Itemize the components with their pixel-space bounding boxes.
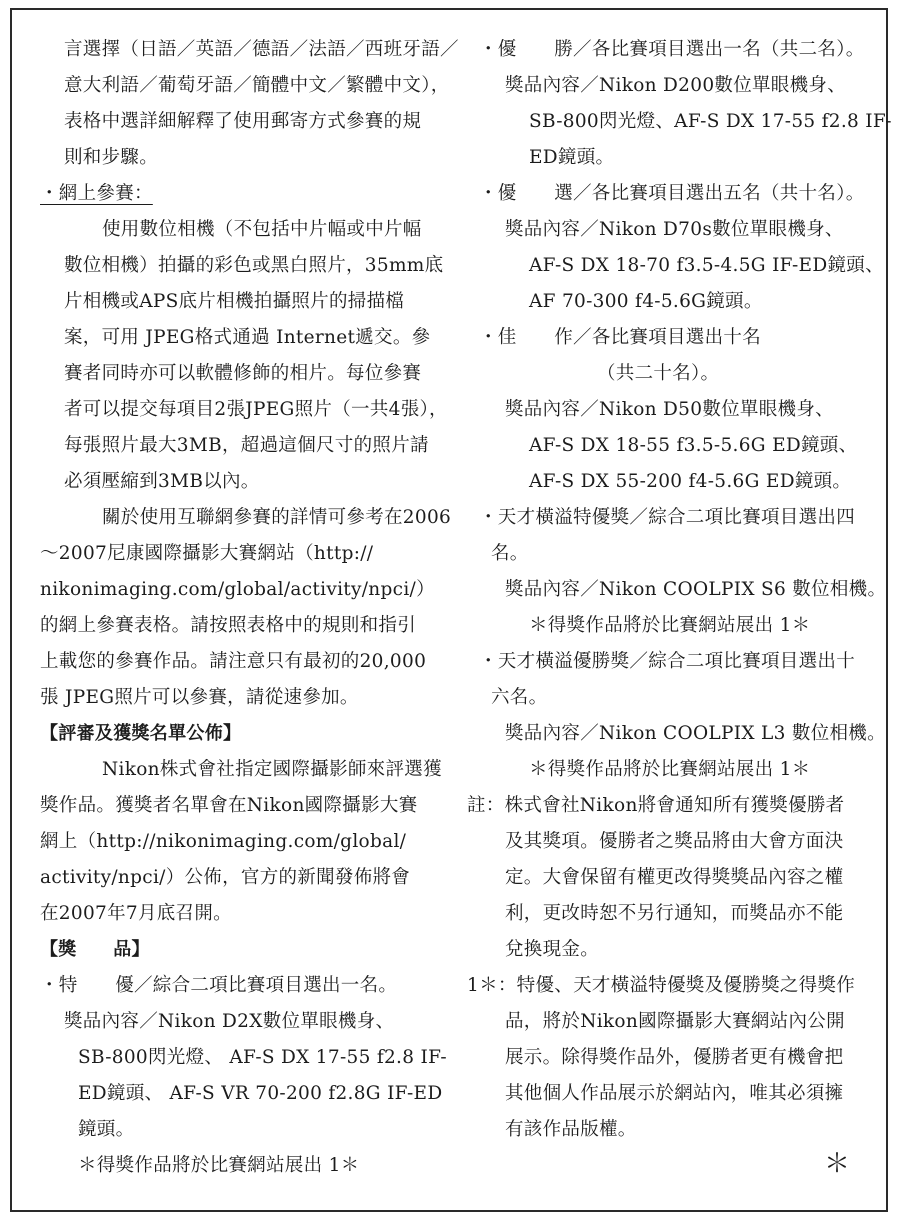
text-line: SB-800閃光燈、 AF-S DX 17-55 f2.8 IF- (78, 1047, 447, 1068)
text-line: ・優 選／各比賽項目選出五名（共十名）。 (479, 183, 865, 204)
text-line: 獎品內容／Nikon COOLPIX L3 數位相機。 (505, 723, 886, 744)
text-line: 的網上參賽表格。請按照表格中的規則和指引 (40, 615, 417, 636)
text-line: ＊得獎作品將於比賽網站展出 1＊ (78, 1155, 360, 1176)
text-line: 名。 (491, 543, 529, 564)
column-divider (464, 40, 465, 1180)
text-line: 獎作品。獲獎者名單會在Nikon國際攝影大賽 (40, 795, 418, 816)
text-line: 言選擇（日語／英語／德語／法語／西班牙語／ (64, 39, 459, 60)
text-line: 片相機或APS底片相機拍攝照片的掃描檔 (64, 291, 405, 312)
text-line: 1＊：特優、天才橫溢特優獎及優勝獎之得獎作 (467, 975, 856, 996)
text-line: 鏡頭。 (78, 1119, 135, 1140)
text-line: ～2007尼康國際攝影大賽網站（http:// (40, 543, 374, 564)
text-line: 必須壓縮到3MB以內。 (64, 471, 260, 492)
text-line: （共二十名）。 (597, 363, 720, 384)
left-column (40, 32, 459, 1184)
text-line: 數位相機）拍攝的彩色或黑白照片，35mm底 (64, 255, 444, 276)
text-line: AF 70-300 f4-5.6G鏡頭。 (529, 291, 763, 312)
text-line: ＊得獎作品將於比賽網站展出 1＊ (529, 615, 811, 636)
text-line: 獎品內容／Nikon D70s數位單眼機身、 (505, 219, 844, 240)
text-line: 獎品內容／Nikon COOLPIX S6 數位相機。 (505, 579, 887, 600)
text-line: ・優 勝／各比賽項目選出一名（共二名）。 (479, 39, 865, 60)
text-line: 其他個人作品展示於網站內，唯其必須擁 (505, 1083, 844, 1104)
text-line: 獎品內容／Nikon D50數位單眼機身、 (505, 399, 834, 420)
text-line: 則和步驟。 (64, 147, 159, 168)
text-line: ・網上參賽： (40, 183, 153, 204)
text-line: ED鏡頭。 (529, 147, 615, 168)
text-line: 【獎 品】 (40, 939, 150, 960)
text-line: 利，更改時恕不另行通知，而獎品亦不能 (505, 903, 844, 924)
text-line: 賽者同時亦可以軟體修飾的相片。每位參賽 (64, 363, 422, 384)
text-line: ・天才橫溢優勝獎／綜合二項比賽項目選出十 (479, 651, 856, 672)
text-line: 獎品內容／Nikon D200數位單眼機身、 (505, 75, 846, 96)
text-line: 關於使用互聯網參賽的詳情可參考在2006 (102, 507, 452, 528)
text-line: nikonimaging.com/global/activity/npci/） (40, 579, 435, 600)
text-line: ・天才橫溢特優獎／綜合二項比賽項目選出四 (479, 507, 856, 528)
text-line: 張 JPEG照片可以參賽，請從速參加。 (40, 687, 359, 708)
document-page (10, 8, 892, 1212)
text-line: 網上（http://nikonimaging.com/global/ (40, 831, 407, 852)
text-line: ＊得獎作品將於比賽網站展出 1＊ (529, 759, 811, 780)
text-line: 定。大會保留有權更改得獎獎品內容之權 (505, 867, 844, 888)
text-line: AF-S DX 18-70 f3.5-4.5G IF-ED鏡頭、 (529, 255, 884, 276)
text-line: ED鏡頭、 AF-S VR 70-200 f2.8G IF-ED (78, 1083, 443, 1104)
text-line: 案，可用 JPEG格式通過 Internet遞交。參 (64, 327, 431, 348)
text-line: 【評審及獲獎名單公佈】 (40, 723, 242, 744)
text-line: 者可以提交每項目2張JPEG照片（一共4張）， (64, 399, 448, 420)
text-line: Nikon株式會社指定國際攝影師來評選獲 (102, 759, 442, 780)
text-line: 意大利語／葡萄牙語／簡體中文／繁體中文）， (64, 75, 450, 96)
text-line: 表格中選詳細解釋了使用郵寄方式參賽的規 (64, 111, 422, 132)
text-line: 使用數位相機（不包括中片幅或中片幅 (102, 219, 422, 240)
end-mark: ＊ (823, 1149, 850, 1179)
text-line: 六名。 (491, 687, 548, 708)
text-line: SB-800閃光燈、AF-S DX 17-55 f2.8 IF- (529, 111, 892, 132)
text-line: AF-S DX 18-55 f3.5-5.6G ED鏡頭、 (529, 435, 858, 456)
text-line: 在2007年7月底召開。 (40, 903, 232, 924)
text-line: 註：株式會社Nikon將會通知所有獲獎優勝者 (467, 795, 845, 816)
text-line: 獎品內容／Nikon D2X數位單眼機身、 (64, 1011, 395, 1032)
text-line: 有該作品版權。 (505, 1119, 637, 1140)
text-line: 每張照片最大3MB，超過這個尺寸的照片請 (64, 435, 429, 456)
text-line: 及其獎項。優勝者之獎品將由大會方面決 (505, 831, 844, 852)
text-line: AF-S DX 55-200 f4-5.6G ED鏡頭。 (529, 471, 852, 492)
text-line: 品，將於Nikon國際攝影大賽網站內公開 (505, 1011, 845, 1032)
text-line: 展示。除得獎作品外，優勝者更有機會把 (505, 1047, 844, 1068)
right-column (467, 32, 892, 1148)
text-line: ・佳 作／各比賽項目選出十名 (479, 327, 762, 348)
text-line: 兌換現金。 (505, 939, 600, 960)
text-line: 上載您的參賽作品。請注意只有最初的20,000 (40, 651, 427, 672)
text-line: ・特 優／綜合二項比賽項目選出一名。 (40, 975, 398, 996)
text-line: activity/npci/）公佈，官方的新聞發佈將會 (40, 867, 411, 888)
